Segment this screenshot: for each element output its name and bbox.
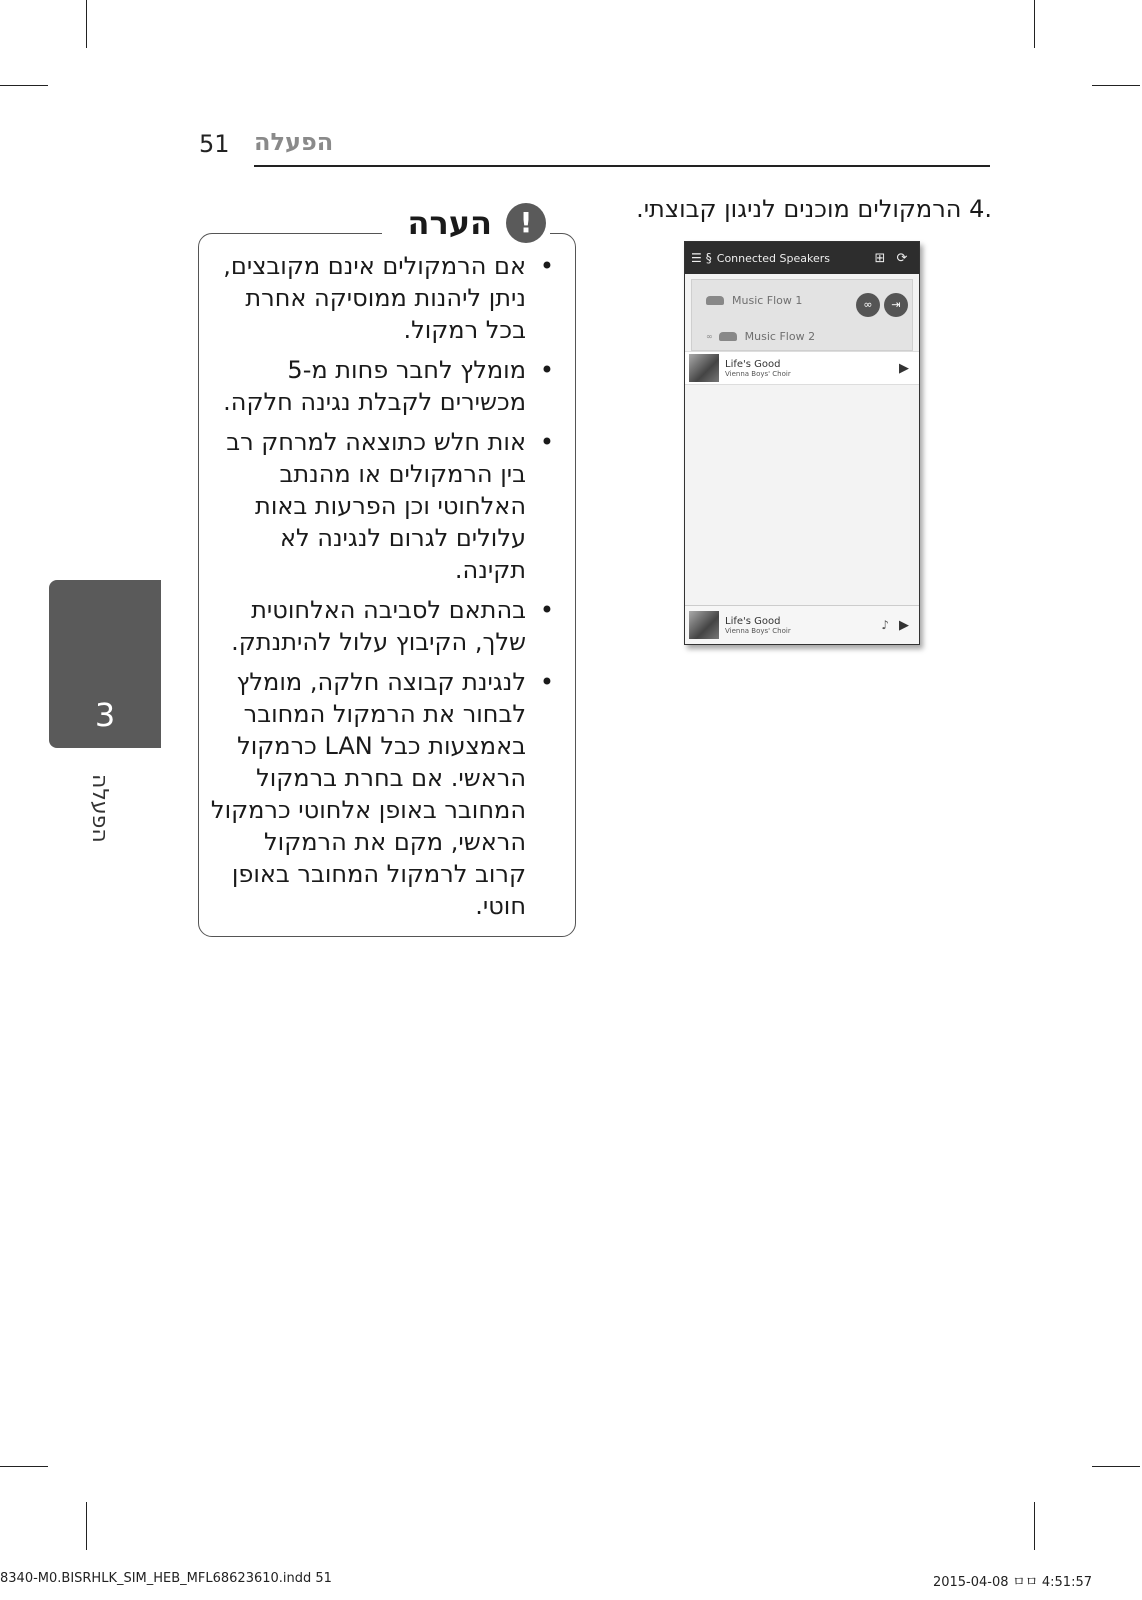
footer-file-info: 8340-M0.BISRHLK_SIM_HEB_MFL68623610.indd 51	[0, 1571, 332, 1586]
speaker-group	[691, 279, 913, 351]
note-item-text: לנגינת קבוצה חלקה, מומלץ לבחור את הרמקול המחובר באמצעות כבל LAN כרמקול הראשי. אם בחרת ברמקול המחובר באופן אלחוטי כרמקול הראשי, מקם את הרמקול קרוב לרמקול המחובר באופן חוטי.	[210, 668, 526, 920]
speaker-item[interactable]	[706, 330, 815, 343]
play-icon[interactable]: ▶	[899, 617, 909, 633]
now-playing-artist: Vienna Boys' Choir	[725, 626, 791, 635]
note-title: הערה	[407, 204, 492, 242]
crop-mark	[0, 85, 48, 86]
speaker-icon	[706, 296, 724, 305]
speaker-name: Music Flow 2	[744, 330, 816, 343]
album-art	[689, 611, 719, 639]
phone-screenshot	[684, 241, 920, 645]
app-logo-icon: §	[705, 251, 712, 265]
album-art	[689, 354, 719, 382]
footer-timestamp: 2015-04-08 ㅁㅁ 4:51:57	[932, 1575, 1092, 1590]
page-header	[199, 128, 990, 168]
note-item: • לנגינת קבוצה חלקה, מומלץ לבחור את הרמקול המחובר באמצעות כבל LAN כרמקול הראשי. אם בחרת ברמקול המחובר באופן אלחוטי כרמקול הראשי, מקם את הרמקול קרוב לרמקול המחובר באופן חוטי.	[210, 668, 554, 920]
chapter-number: 3	[94, 696, 116, 734]
play-icon[interactable]: ▶	[899, 360, 909, 376]
page-number: 51	[199, 130, 230, 158]
app-title: Connected Speakers	[716, 251, 830, 265]
speaker-icon	[719, 332, 737, 341]
group-link-icon[interactable]: ∞	[856, 293, 880, 317]
step-instruction: .4 הרמקולים מוכנים לניגון קבוצתי.	[636, 195, 992, 223]
app-toolbar	[685, 242, 919, 274]
track-title: Life's Good	[725, 358, 781, 370]
add-group-icon[interactable]: ⊞	[874, 250, 886, 266]
crop-mark	[86, 0, 87, 48]
section-title: הפעלה	[254, 128, 334, 156]
note-item-text: אות חלש כתוצאה למרחק רב בין הרמקולים או מהנתב האלחוטי וכן הפרעות באות עלולים לגרום לנגינה לא תקינה.	[226, 428, 526, 584]
crop-mark	[1034, 0, 1035, 48]
refresh-icon[interactable]: ⟳	[896, 250, 908, 266]
menu-icon[interactable]: ☰	[691, 251, 702, 265]
track-artist: Vienna Boys' Choir	[725, 369, 791, 378]
note-item: • מומלץ לחבר פחות מ-5 מכשירים לקבלת נגינה חלקה.	[223, 356, 554, 416]
crop-mark	[1034, 1502, 1035, 1550]
speaker-name: Music Flow 1	[732, 294, 803, 307]
speaker-item[interactable]	[706, 294, 802, 307]
note-item: • אות חלש כתוצאה למרחק רב בין הרמקולים או מהנתב האלחוטי וכן הפרעות באות עלולים לגרום לנגינה לא תקינה.	[226, 428, 554, 584]
crop-mark	[86, 1502, 87, 1550]
crop-mark	[1092, 1466, 1140, 1467]
note-item-text: מומלץ לחבר פחות מ-5 מכשירים לקבלת נגינה חלקה.	[223, 356, 526, 416]
track-row[interactable]	[685, 351, 919, 385]
now-playing-title: Life's Good	[725, 615, 781, 627]
link-icon: ∞	[706, 332, 713, 341]
note-item: • בהתאם לסביבה האלחוטית שלך, הקיבוץ עלול להיתנתק.	[231, 596, 554, 656]
note-list	[210, 250, 554, 930]
speaker-select-icon[interactable]: ♪	[881, 618, 889, 632]
crop-mark	[0, 1466, 48, 1467]
crop-mark	[1092, 85, 1140, 86]
header-divider	[254, 165, 990, 167]
chapter-tab	[49, 580, 161, 748]
note-header	[382, 202, 550, 248]
chapter-label: הפעלה	[87, 774, 112, 843]
note-item-text: אם הרמקולים אינם מקובצים, ניתן ליהנות ממוסיקה אחרת בכל רמקול.	[223, 252, 526, 344]
now-playing-bar	[685, 605, 919, 644]
note-item: • אם הרמקולים אינם מקובצים, ניתן ליהנות ממוסיקה אחרת בכל רמקול.	[223, 252, 554, 344]
exclamation-icon: !	[506, 203, 546, 243]
note-item-text: בהתאם לסביבה האלחוטית שלך, הקיבוץ עלול להיתנתק.	[231, 596, 526, 656]
exit-group-icon[interactable]: ⇥	[884, 293, 908, 317]
